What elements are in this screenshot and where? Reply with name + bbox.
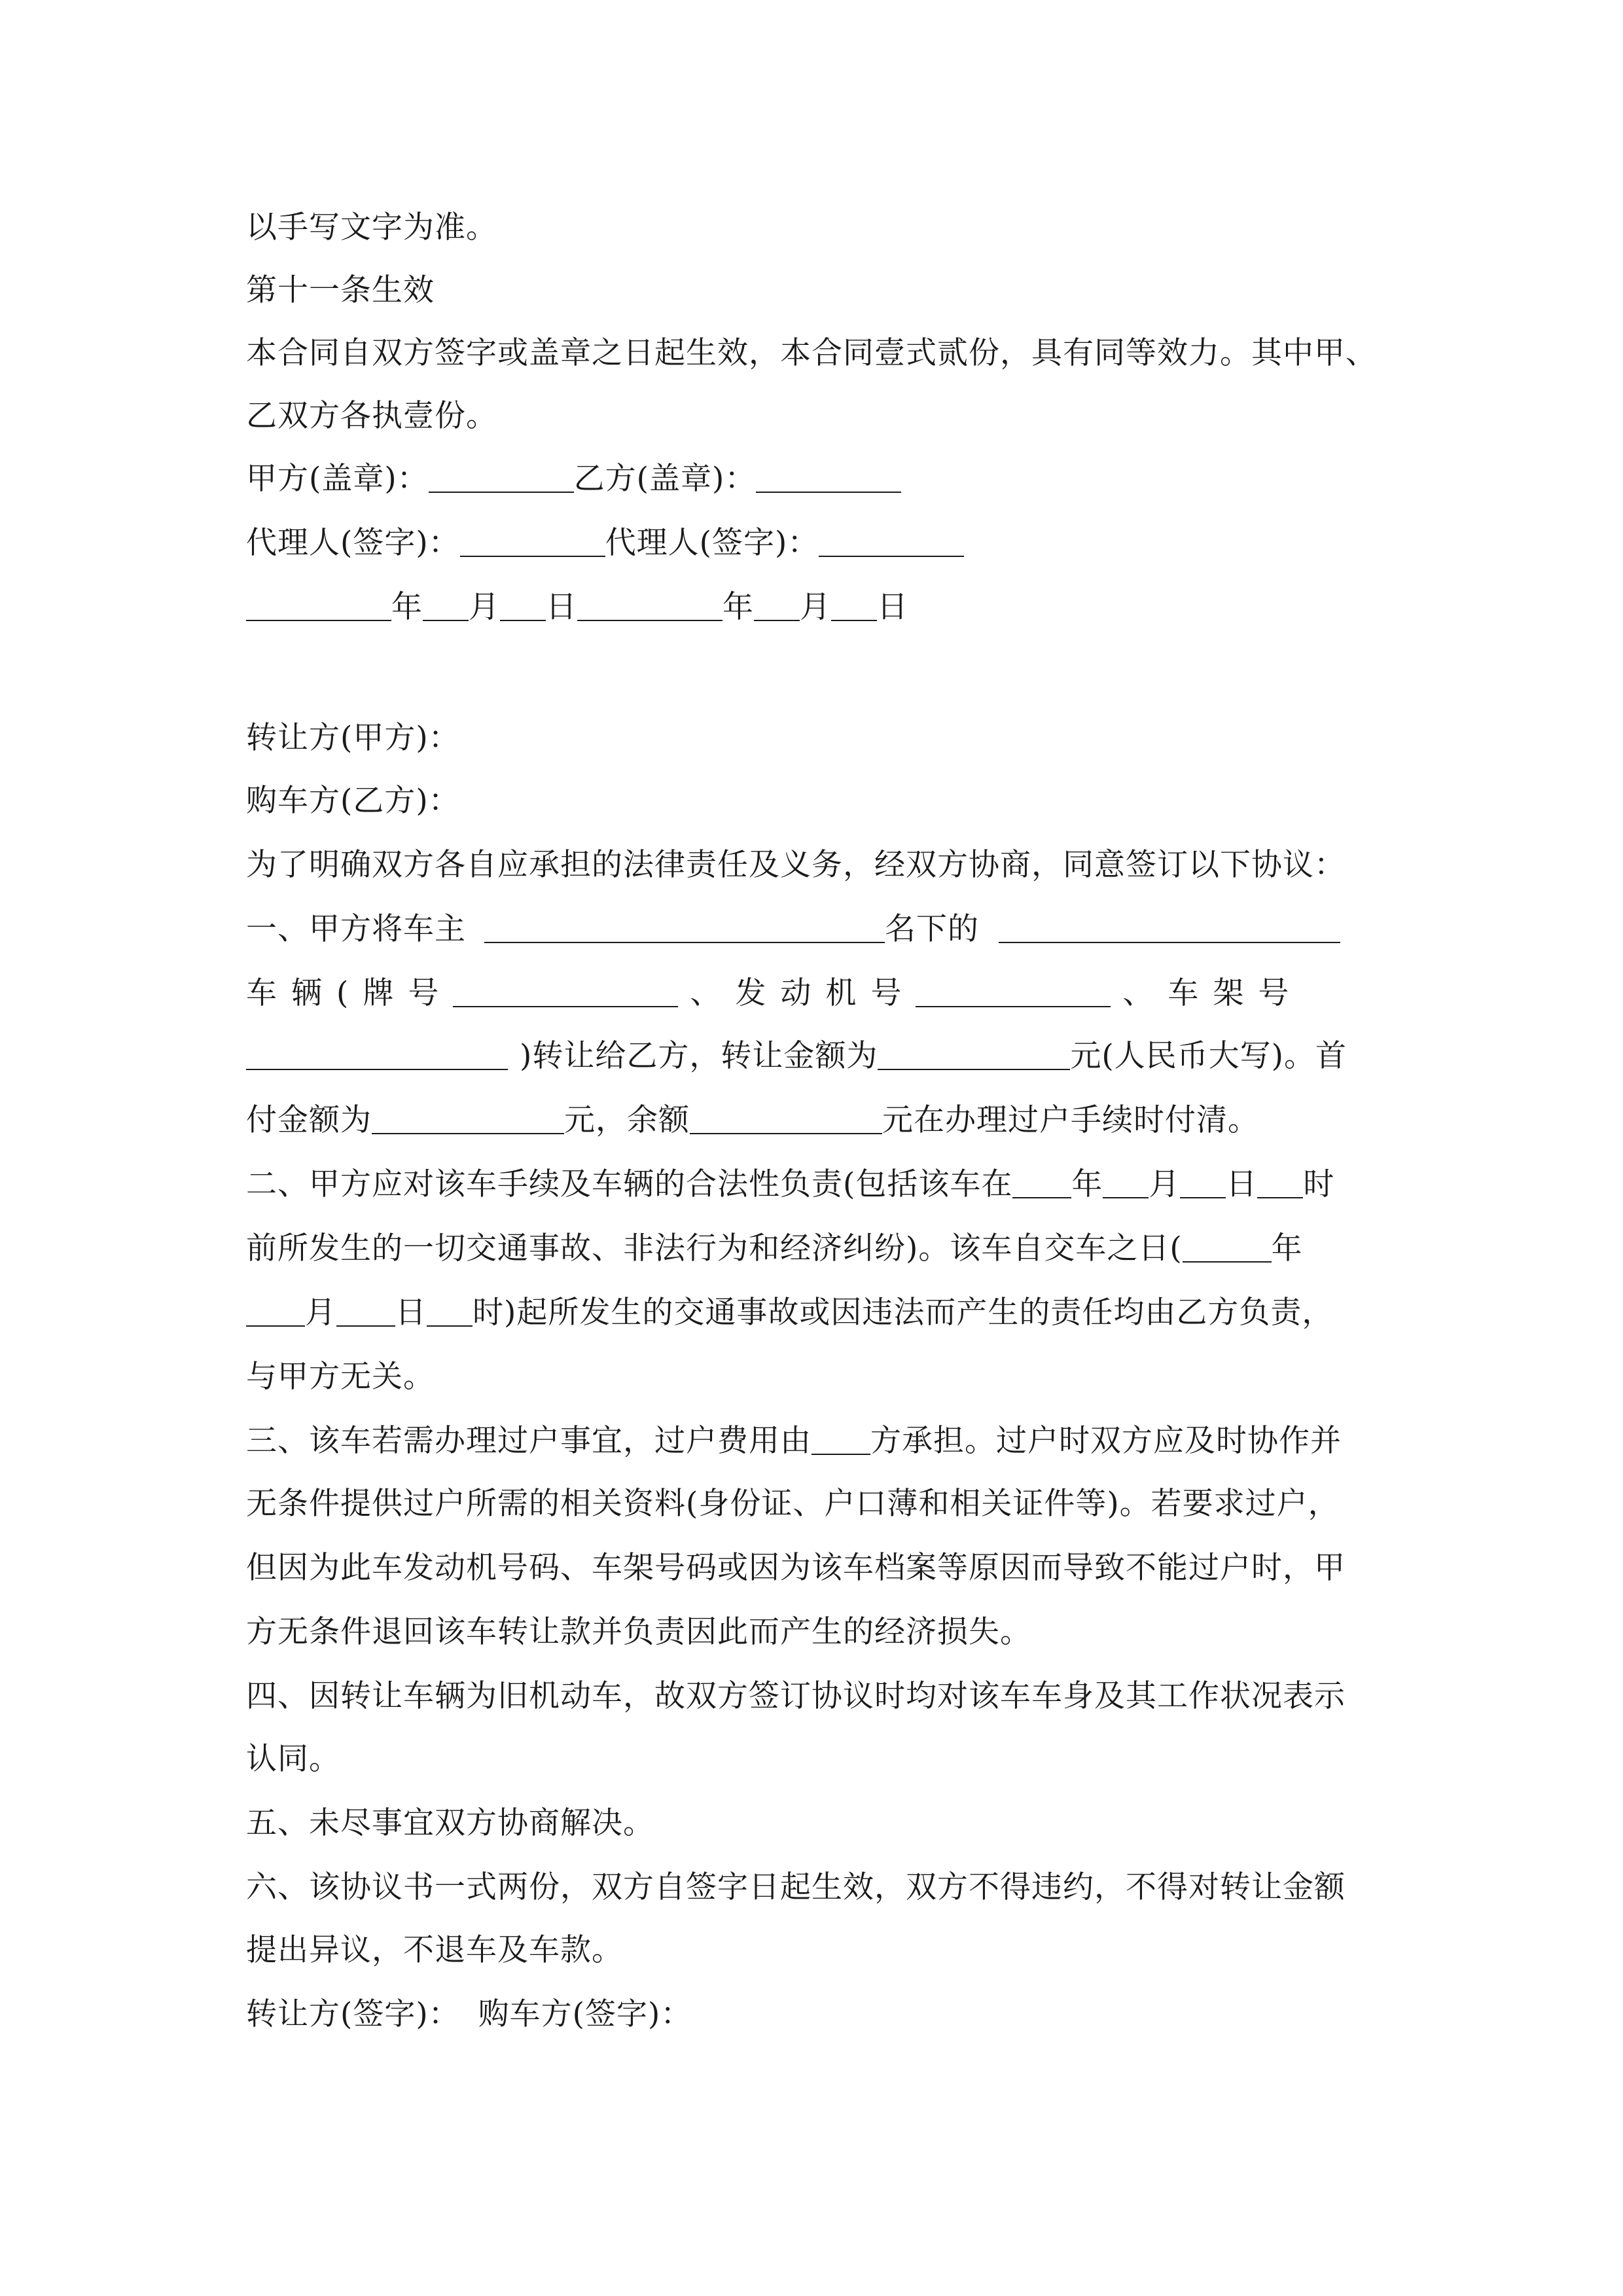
party-a-seal-label: 甲方(盖章)： <box>246 461 429 497</box>
party-a-seal-blank[interactable] <box>429 463 574 493</box>
date-b-year-blank[interactable] <box>577 591 722 621</box>
buyer-signature-label: 购车方(签字)： <box>478 1996 692 2032</box>
agent-a-blank[interactable] <box>460 527 605 557</box>
transferor-party-a: 转让方(甲方)： <box>246 720 460 756</box>
article-11-paragraph-line-2: 乙双方各执壹份。 <box>246 398 497 434</box>
plate-number-blank[interactable] <box>453 977 678 1007</box>
handover-year-blank[interactable] <box>1183 1232 1272 1263</box>
clause-3-line-2: 无条件提供过户所需的相关资料(身份证、户口薄和相关证件等)。若要求过户， <box>246 1486 1340 1522</box>
vehicle-desc-blank[interactable] <box>999 913 1340 943</box>
frame-number-blank[interactable] <box>246 1040 508 1070</box>
engine-number-blank[interactable] <box>916 977 1111 1007</box>
final-signatures <box>246 1995 692 2034</box>
party-b-seal-label: 乙方(盖章)： <box>573 461 757 497</box>
agent-signature-line <box>246 524 964 563</box>
owner-name-blank[interactable] <box>484 913 885 943</box>
date-b-day-blank[interactable] <box>831 591 877 621</box>
article-11-paragraph-line-1: 本合同自双方签字或盖章之日起生效，本合同壹式贰份，具有同等效力。其中甲、 <box>246 335 1377 371</box>
handover-month-blank[interactable] <box>246 1297 305 1327</box>
before-day-blank[interactable] <box>1180 1168 1226 1198</box>
clause-6-line-2: 提出异议，不退车及车款。 <box>246 1932 623 1968</box>
clause-2-line-4: 与甲方无关。 <box>246 1359 435 1395</box>
clause-1-line-2: 车辆(牌号 、发动机号 、车架号 <box>246 975 1304 1011</box>
before-year-blank[interactable] <box>1012 1168 1071 1198</box>
clause-3-line-3: 但因为此车发动机号码、车架号码或因为该车档案等原因而导致不能过户时，甲 <box>246 1550 1346 1586</box>
agent-b-blank[interactable] <box>819 527 964 557</box>
date-a-month-blank[interactable] <box>423 591 469 621</box>
prev-text-tail: 以手写文字为准。 <box>246 209 497 245</box>
handover-hour-blank[interactable] <box>427 1297 473 1327</box>
clause-6-line-1: 六、该协议书一式两份，双方自签字日起生效，双方不得违约，不得对转让金额 <box>246 1869 1346 1905</box>
clause-2-line-1: 二、甲方应对该车手续及车辆的合法性负责(包括该车在 年 月 日 时 <box>246 1166 1335 1202</box>
clause-1-line-3: )转让给乙方，转让金额为 元(人民币大写)。首 <box>246 1037 1347 1076</box>
transferor-signature-label: 转让方(签字)： <box>246 1996 460 2032</box>
agent-b-label: 代理人(签字)： <box>605 525 819 561</box>
clause-2-line-3: 月 日 时)起所发生的交通事故或因违法而产生的责任均由乙方负责， <box>246 1293 1333 1333</box>
agreement-intro: 为了明确双方各自应承担的法律责任及义务，经双方协商，同意签订以下协议： <box>246 847 1346 883</box>
clause-2-line-2: 前所发生的一切交通事故、非法行为和经济纠纷)。该车自交车之日( 年 <box>246 1230 1303 1266</box>
clause-3-line-1: 三、该车若需办理过户事宜，过户费用由 方承担。过户时双方应及时协作并 <box>246 1423 1342 1459</box>
transfer-fee-party-blank[interactable] <box>812 1425 870 1455</box>
date-b-month-blank[interactable] <box>754 591 800 621</box>
party-b-seal-blank[interactable] <box>756 463 901 493</box>
article-11-title: 第十一条生效 <box>246 272 435 308</box>
signing-date-line: 年 月 日 年 月 日 <box>246 588 908 627</box>
agent-a-label: 代理人(签字)： <box>246 525 460 561</box>
clause-1-line-1: 一、甲方将车主 名下的 <box>246 910 1340 949</box>
seal-signature-line <box>246 459 901 499</box>
buyer-party-b: 购车方(乙方)： <box>246 783 460 819</box>
date-a-day-blank[interactable] <box>500 591 546 621</box>
down-payment-blank[interactable] <box>372 1104 564 1134</box>
date-a-year-blank[interactable] <box>246 591 391 621</box>
before-month-blank[interactable] <box>1103 1168 1149 1198</box>
clause-5: 五、未尽事宜双方协商解决。 <box>246 1805 654 1841</box>
clause-4-line-2: 认同。 <box>246 1741 340 1777</box>
clause-1-line-4: 付金额为 元，余额 元在办理过户手续时付清。 <box>246 1102 1259 1138</box>
handover-day-blank[interactable] <box>336 1297 395 1327</box>
transfer-amount-blank[interactable] <box>878 1040 1070 1070</box>
before-hour-blank[interactable] <box>1257 1168 1303 1198</box>
clause-3-line-4: 方无条件退回该车转让款并负责因此而产生的经济损失。 <box>246 1614 1031 1650</box>
balance-blank[interactable] <box>690 1104 882 1134</box>
clause-4-line-1: 四、因转让车辆为旧机动车，故双方签订协议时均对该车车身及其工作状况表示 <box>246 1678 1346 1714</box>
